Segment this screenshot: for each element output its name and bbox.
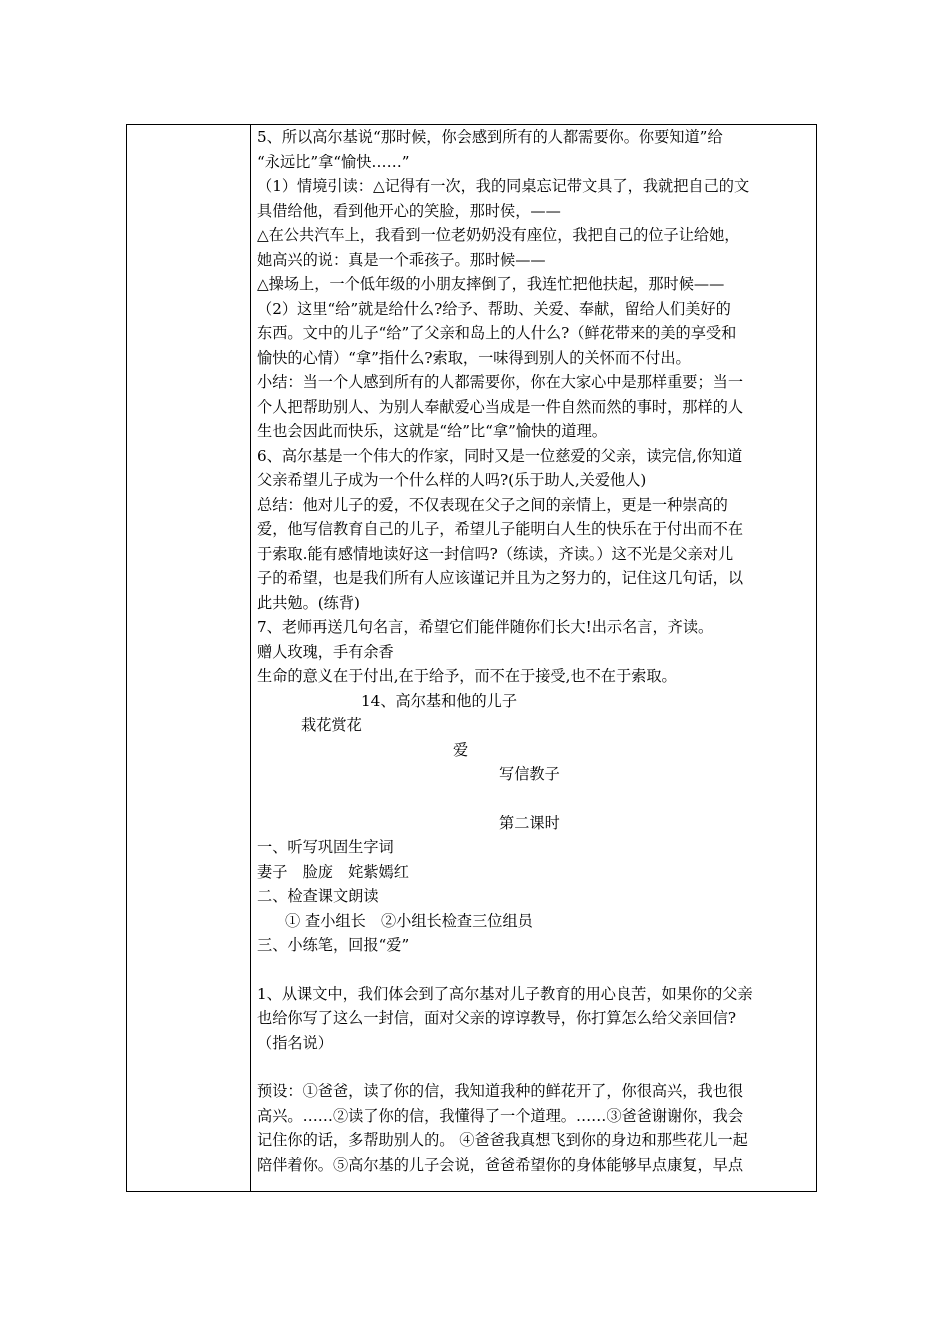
- board-center: 爱: [453, 740, 469, 759]
- text-line: △操场上，一个低年级的小朋友摔倒了，我连忙把他扶起，那时候——: [257, 275, 725, 293]
- text-line: 赠人玫瑰，手有余香: [257, 642, 394, 661]
- spacer: [257, 787, 812, 811]
- text-line: 预设：①爸爸，读了你的信，我知道我种的鲜花开了，你很高兴，我也很: [257, 1082, 743, 1100]
- section-heading: 三、小练笔，回报“爱”: [257, 936, 410, 954]
- check-line: ① 查小组长 ②小组长检查三位组员: [285, 911, 533, 930]
- text-line: 子的希望，也是我们所有人应该谨记并且为之努力的，记住这几句话，以: [257, 569, 743, 587]
- text-line: （2）这里“给”就是给什么?给予、帮助、关爱、奉献，留给人们美好的: [257, 299, 731, 318]
- text-line: 小结：当一个人感到所有的人都需要你，你在大家心中是那样重要；当一: [257, 373, 743, 391]
- text-line: 具借给他，看到他开心的笑脸，那时侯，——: [257, 201, 561, 220]
- text-line: 总结：他对儿子的爱，不仅表现在父子之间的亲情上，更是一种崇高的: [257, 495, 728, 514]
- board-right: 写信教子: [499, 765, 560, 783]
- text-line: 1、从课文中，我们体会到了高尔基对儿子教育的用心良苦，如果你的父亲: [257, 984, 753, 1003]
- text-line: 她高兴的说：真是一个乖孩子。那时候——: [257, 250, 546, 269]
- content-text: [251, 125, 816, 1177]
- board-left: 栽花赏花: [301, 716, 362, 734]
- text-line: 生也会因此而快乐，这就是“给”比“拿”愉快的道理。: [257, 422, 607, 440]
- text-line: 于索取.能有感情地读好这一封信吗?（练读，齐读。）这不光是父亲对儿: [257, 544, 734, 563]
- board-title: 14、高尔基和他的儿子: [361, 691, 518, 710]
- text-line: 7、老师再送几句名言，希望它们能伴随你们长大!出示名言，齐读。: [257, 618, 714, 636]
- text-line: 6、高尔基是一个伟大的作家，同时又是一位慈爱的父亲，读完信,你知道: [257, 446, 743, 465]
- text-line: 陪伴着你。⑤高尔基的儿子会说，爸爸希望你的身体能够早点康复，早点: [257, 1155, 743, 1174]
- second-lesson-heading: 第二课时: [499, 813, 560, 832]
- text-line: 东西。文中的儿子“给”了父亲和岛上的人什么?（鲜花带来的美的享受和: [257, 324, 737, 342]
- section-heading: 二、检查课文朗读: [257, 887, 379, 905]
- spacer: [257, 958, 812, 982]
- vocabulary-line: 妻子 脸庞 姹紫嫣红: [257, 862, 409, 881]
- text-line: 记住你的话，多帮助别人的。 ④爸爸我真想飞到你的身边和那些花儿一起: [257, 1131, 748, 1149]
- section-heading: 一、听写巩固生字词: [257, 838, 394, 856]
- text-line: 高兴。……②读了你的信，我懂得了一个道理。……③爸爸谢谢你，我会: [257, 1106, 743, 1125]
- text-line: 愉快的心情）“拿”指什么?索取，一味得到别人的关怀而不付出。: [257, 348, 691, 367]
- text-line: 个人把帮助别人、为别人奉献爱心当成是一件自然而然的事时，那样的人: [257, 397, 743, 416]
- text-line: （指名说）: [257, 1033, 333, 1052]
- text-line: 也给你写了这么一封信，面对父亲的谆谆教导，你打算怎么给父亲回信?: [257, 1009, 736, 1027]
- text-line: “永远比”拿“愉快……”: [257, 152, 410, 171]
- text-line: （1）情境引读：△记得有一次，我的同桌忘记带文具了，我就把自己的文: [257, 177, 750, 195]
- left-column-cell: [127, 125, 251, 1192]
- text-line: 爱，他写信教育自己的儿子，希望儿子能明白人生的快乐在于付出而不在: [257, 520, 743, 538]
- text-line: 此共勉。(练背): [257, 593, 360, 612]
- text-line: 生命的意义在于付出,在于给予，而不在于接受,也不在于索取。: [257, 667, 677, 685]
- text-line: △在公共汽车上，我看到一位老奶奶没有座位，我把自己的位子让给她，: [257, 226, 740, 244]
- lesson-table: [126, 124, 817, 1192]
- text-line: 父亲希望儿子成为一个什么样的人吗?(乐于助人,关爱他人): [257, 471, 647, 489]
- spacer: [257, 1055, 812, 1079]
- text-line: 5、所以高尔基说“那时候，你会感到所有的人都需要你。你要知道”给: [257, 128, 723, 146]
- content-cell: [251, 125, 817, 1192]
